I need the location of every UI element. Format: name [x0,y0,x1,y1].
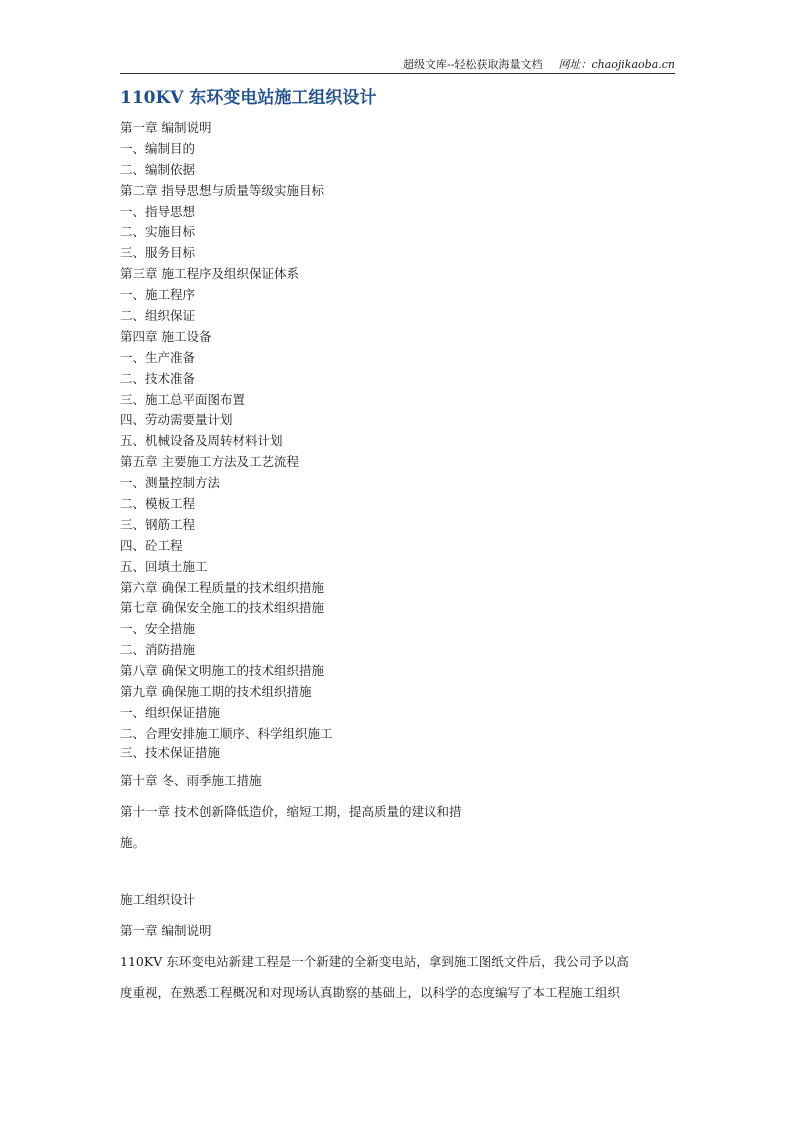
toc-line: 三、施工总平面图布置 [120,391,246,407]
toc-line: 施。 [120,835,146,850]
page-header [120,56,675,74]
toc-line: 二、组织保证 [120,308,196,324]
toc-line: 一、指导思想 [120,203,196,219]
toc-line: 三、钢筋工程 [120,516,196,532]
table-of-contents [120,118,680,745]
toc-line: 一、生产准备 [120,349,196,365]
toc-line: 二、实施目标 [120,224,196,240]
toc-line: 第五章 主要施工方法及工艺流程 [120,454,299,470]
toc-line: 一、编制目的 [120,140,196,156]
body-paragraph-line: 度重视，在熟悉工程概况和对现场认真勘察的基础上，以科学的态度编写了本工程施工组织 [120,985,621,1000]
toc-line: 四、砼工程 [120,537,183,553]
toc-line: 三、服务目标 [120,245,196,261]
toc-line: 第一章 编制说明 [120,120,212,135]
body-paragraph-line: 110KV 东环变电站新建工程是一个新建的全新变电站，拿到施工图纸文件后，我公司予以高 [120,954,629,969]
toc-line: 一、施工程序 [120,287,196,303]
toc-line: 二、编制依据 [120,161,196,177]
toc-line: 第六章 确保工程质量的技术组织措施 [120,579,324,595]
toc-line: 第四章 施工设备 [120,328,212,344]
header-library-text: 超级文库--轻松获取海量文档 [403,58,543,71]
toc-line: 二、技术准备 [120,370,196,386]
toc-line: 一、测量控制方法 [120,475,221,491]
toc-line: 五、回填土施工 [120,558,208,574]
toc-line: 第十一章 技术创新降低造价，缩短工期，提高质量的建议和措 [120,804,462,819]
header-site-text: 网址：chaojikaoba.cn [558,58,675,71]
toc-line: 一、安全措施 [120,621,196,637]
toc-line: 二、模板工程 [120,496,196,512]
toc-line: 第二章 指导思想与质量等级实施目标 [120,182,324,198]
toc-line: 二、合理安排施工顺序、科学组织施工 [120,725,333,741]
toc-line: 第十章 冬、雨季施工措施 [120,773,262,788]
toc-line: 第三章 施工程序及组织保证体系 [120,266,299,282]
toc-line: 第八章 确保文明施工的技术组织措施 [120,663,324,679]
toc-line: 第九章 确保施工期的技术组织措施 [120,684,312,700]
toc-tail [120,741,680,858]
toc-line: 四、劳动需要量计划 [120,412,233,428]
toc-line: 二、消防措施 [120,642,196,658]
document-body [120,884,680,1008]
chapter-title: 第一章 编制说明 [120,923,212,938]
toc-line: 三、技术保证措施 [120,745,221,760]
toc-line: 第七章 确保安全施工的技术组织措施 [120,600,324,616]
toc-line: 五、机械设备及周转材料计划 [120,433,283,449]
toc-line: 一、组织保证措施 [120,704,221,720]
section-title: 施工组织设计 [120,892,196,907]
document-title: 110KV 东环变电站施工组织设计 [120,88,377,108]
